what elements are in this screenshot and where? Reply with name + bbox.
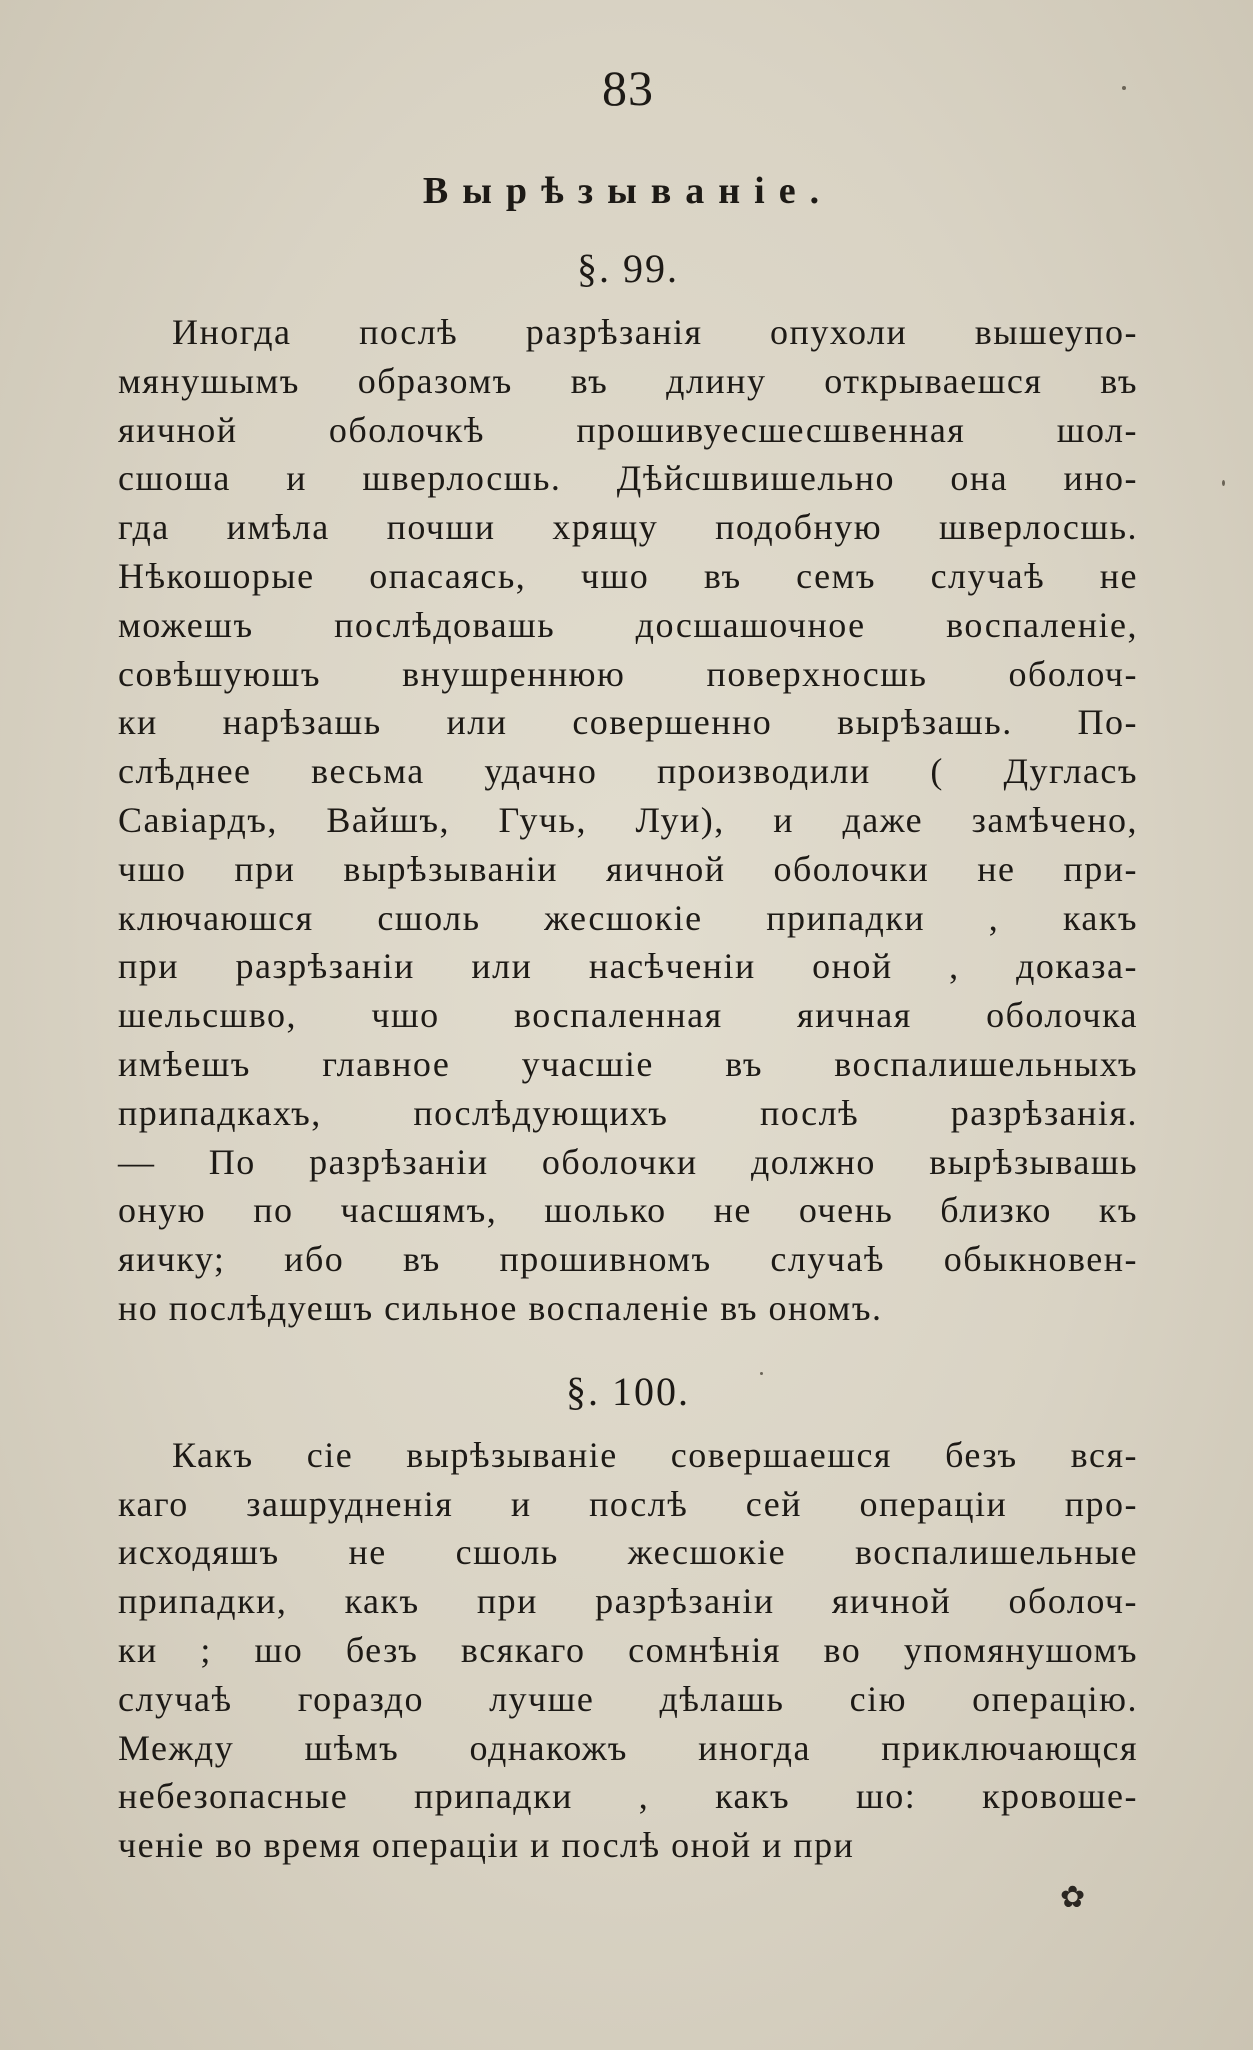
paper-speck (1222, 480, 1225, 486)
chapter-title: Вырѣзываніе. (422, 170, 834, 212)
text-line: ки ; шо безъ всякаго сомнѣнія во упомянушомъ (118, 1629, 1138, 1670)
text-line: оную по часшямъ, шолько не очень близко къ (118, 1190, 1138, 1231)
page-number: 83 (602, 60, 654, 116)
page-content (118, 58, 1138, 1870)
section-100-paragraph (118, 1431, 1138, 1870)
text-line: Иногда послѣ разрѣзанія опухоли вышеупо- (172, 312, 1138, 352)
text-line: Нѣкошорые опасаясь, чшо въ семъ случаѣ не (118, 555, 1138, 596)
section-mark-99: §. 99. (577, 246, 679, 291)
paper-speck (760, 1372, 763, 1375)
paper-speck (1122, 86, 1126, 90)
text-line: яичку; ибо въ прошивномъ случаѣ обыкновен- (118, 1239, 1138, 1280)
text-line: слѣднее весьма удачно производили ( Дугласъ (118, 751, 1138, 792)
text-line: каго зашрудненія и послѣ сей операціи про- (118, 1483, 1138, 1524)
text-line: шельсшво, чшо воспаленная яичная оболочка (118, 995, 1138, 1036)
text-line: — По разрѣзаніи оболочки должно вырѣзывашь (118, 1141, 1138, 1182)
text-line: Между шѣмъ однакожъ иногда приключающся (118, 1727, 1138, 1768)
section-99-paragraph (118, 308, 1138, 1333)
text-line: сшоша и шверлосшь. Дѣйсшвишельно она ино- (118, 458, 1138, 499)
section-mark-100: §. 100. (566, 1368, 690, 1414)
text-line: можешъ послѣдовашь досшашочное воспаленіе, (118, 604, 1138, 645)
text-line: случаѣ гораздо лучше дѣлашь сію операцію. (118, 1678, 1138, 1719)
text-line: небезопасные припадки , какъ шо: кровоше- (118, 1776, 1138, 1817)
text-line: Какъ сіе вырѣзываніе совершаешся безъ вся- (172, 1434, 1138, 1475)
text-line: припадкахъ, послѣдующихъ послѣ разрѣзанія. (118, 1092, 1138, 1133)
text-line: мянушымъ образомъ въ длину открываешся въ (118, 360, 1138, 401)
text-line: гда имѣла почши хрящу подобную шверлосшь. (118, 507, 1138, 548)
text-line: имѣешъ главное учасшіе въ воспалишельныхъ (118, 1043, 1138, 1084)
text-line: чшо при вырѣзываніи яичной оболочки не при- (118, 848, 1138, 889)
text-line: Савіардъ, Вайшъ, Гучь, Луи), и даже замѣчено, (118, 799, 1138, 840)
text-line: ченіе во время операціи и послѣ оной и при (118, 1825, 855, 1866)
text-line: но послѣдуешъ сильное воспаленіе въ ономъ. (118, 1287, 883, 1328)
text-line: ки нарѣзашь или совершенно вырѣзашь. По- (118, 702, 1138, 743)
text-line: совѣшуюшъ внушреннюю поверхносшь оболоч- (118, 653, 1138, 694)
text-line: при разрѣзаніи или насѣченіи оной , доказа- (118, 946, 1138, 987)
text-line: исходяшъ не сшоль жесшокіе воспалишельные (118, 1532, 1138, 1573)
signature-mark-icon: ✿ (1060, 1880, 1086, 1915)
text-line: яичной оболочкѣ прошивуесшесшвенная шол- (118, 409, 1138, 450)
text-line: ключаюшся сшоль жесшокіе припадки , какъ (118, 897, 1138, 938)
text-line: припадки, какъ при разрѣзаніи яичной оболоч- (118, 1581, 1138, 1622)
